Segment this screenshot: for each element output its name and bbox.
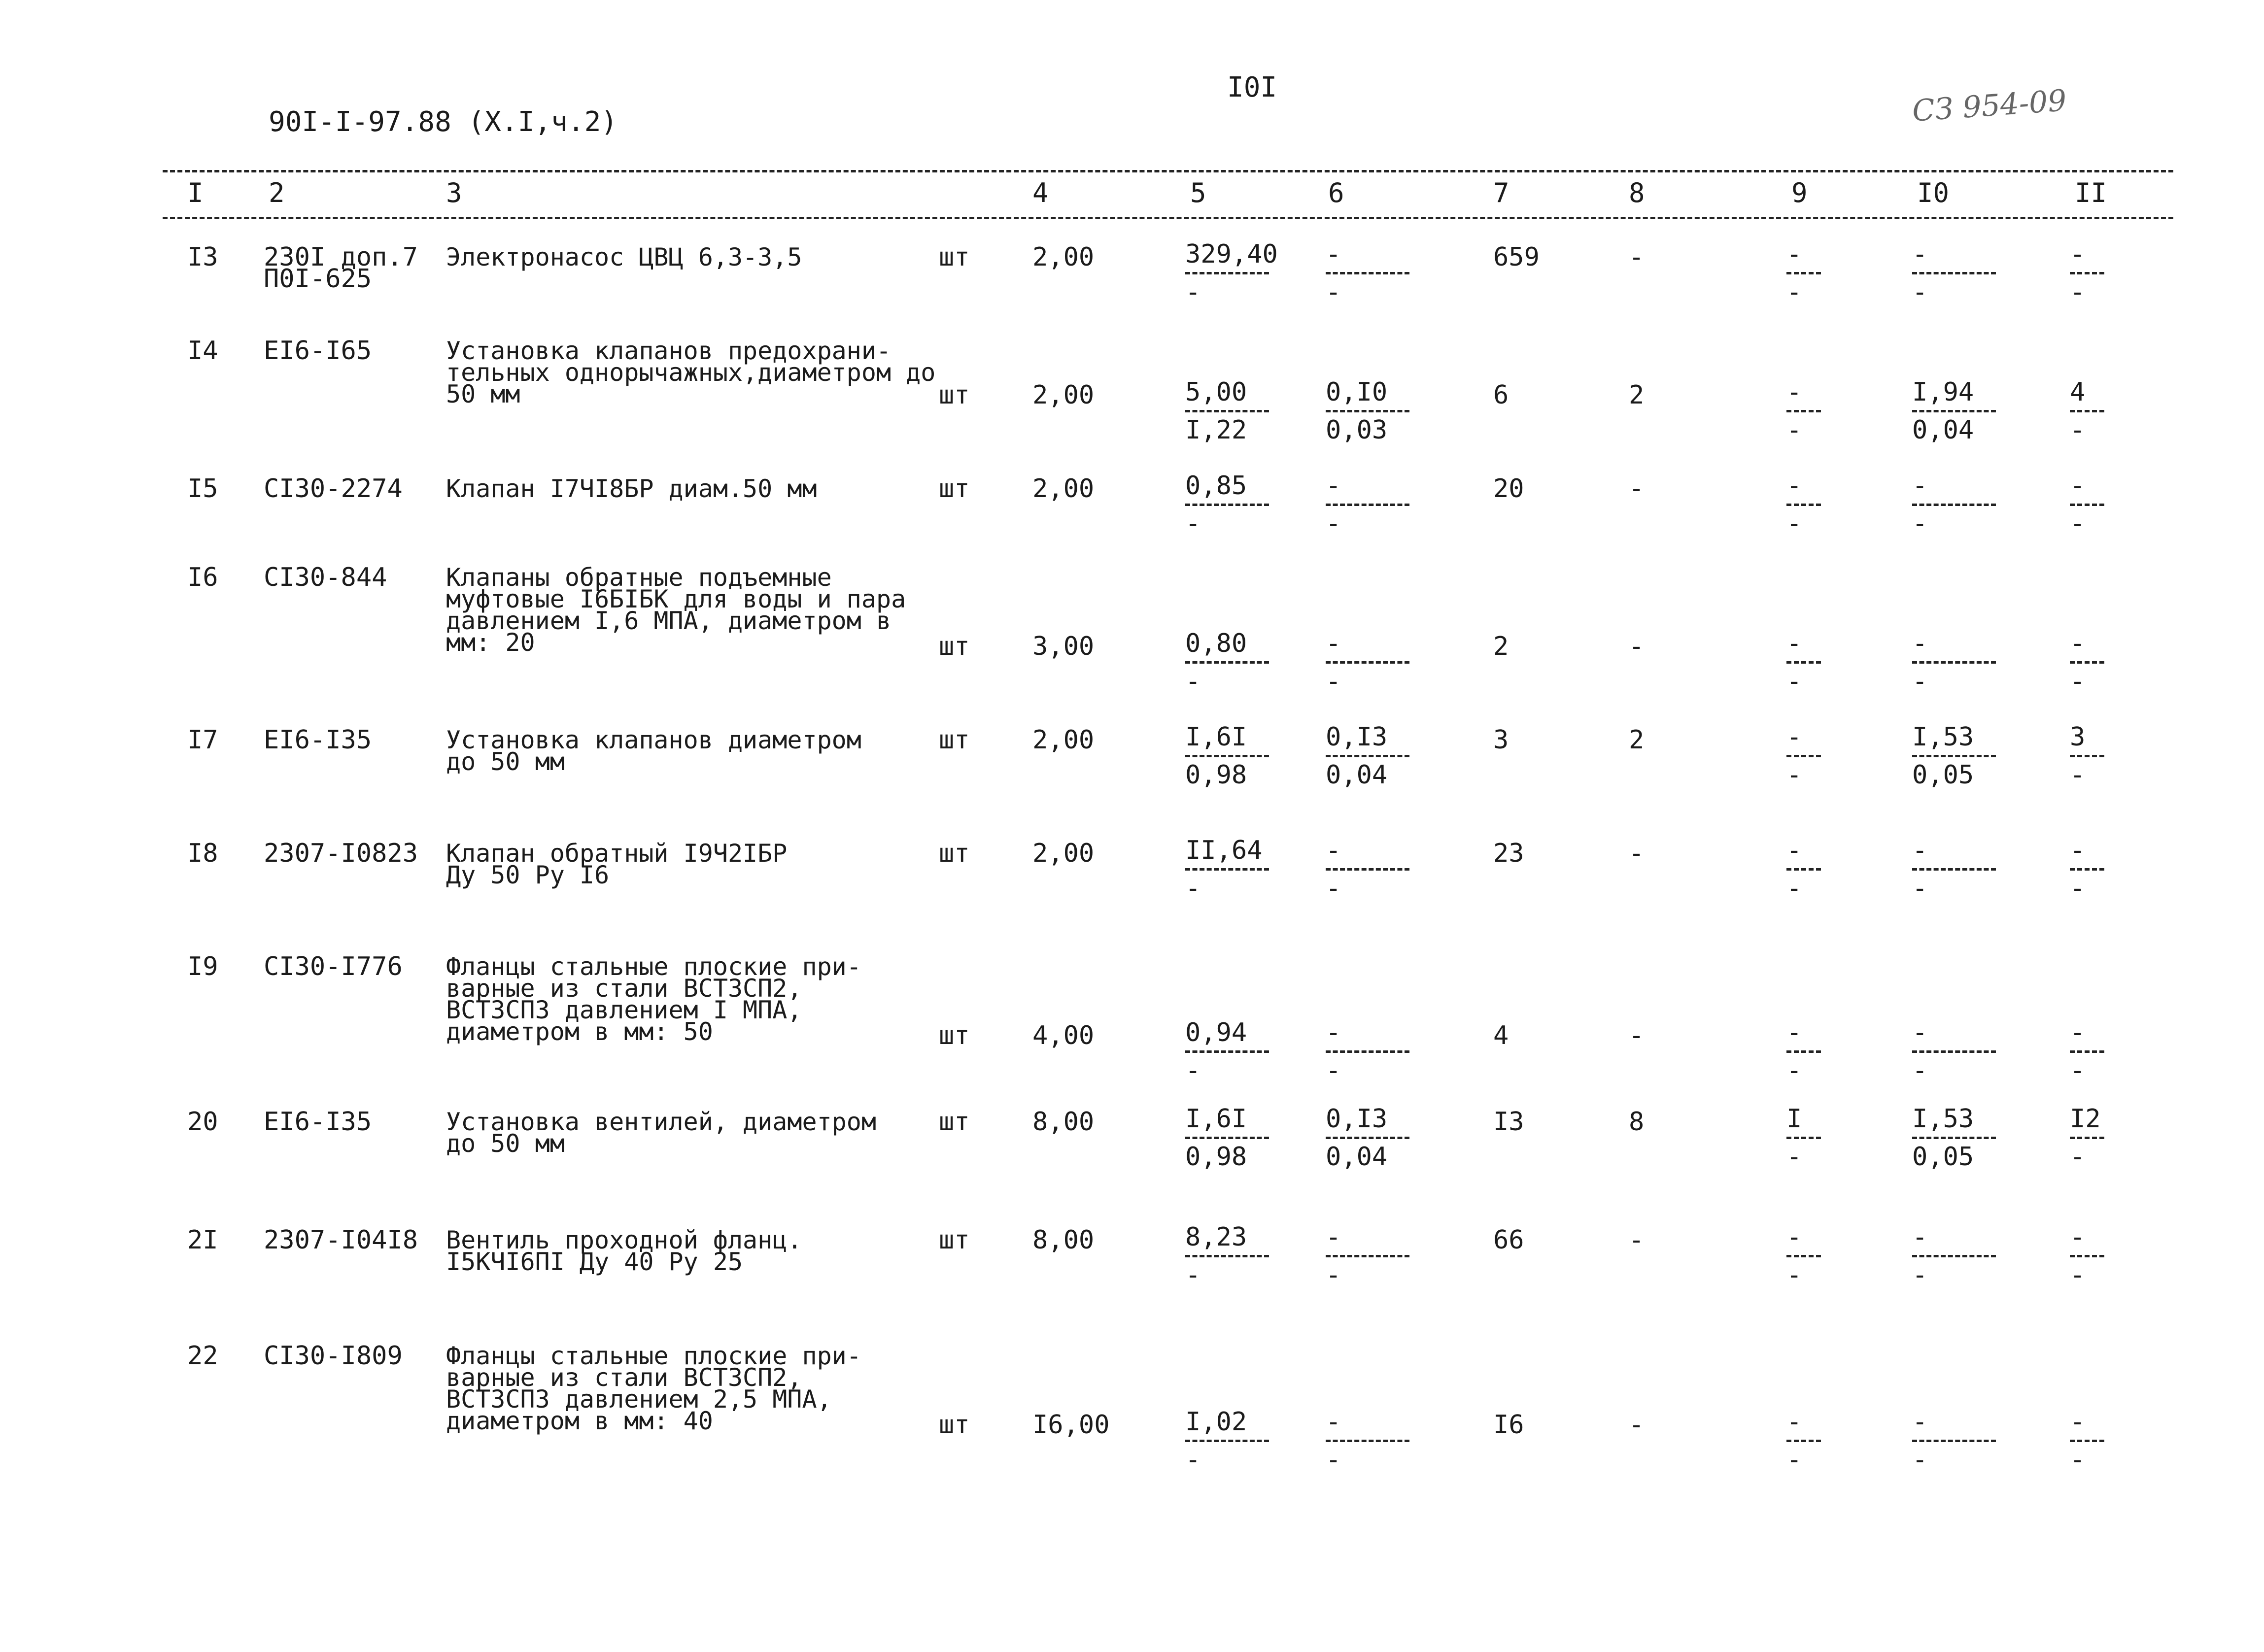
col5-top-value: II,64 [1185,836,1263,865]
col10-fraction-bar [1912,868,1996,871]
col7-value: I3 [1493,1107,1524,1137]
col5-fraction [1185,239,1294,307]
col11-bottom-value: - [2070,1142,2086,1172]
col5-bottom-value: - [1185,277,1201,307]
col6-fraction-bar [1326,868,1409,871]
col7-value: 66 [1493,1225,1524,1255]
col6-bottom-value: - [1326,509,1341,539]
col6-bottom-value: - [1326,277,1341,307]
col7-value: 23 [1493,839,1524,868]
col9-fraction [1786,1018,1895,1085]
col11-bottom-value: - [2070,874,2086,903]
col6-top-value: - [1326,1222,1341,1252]
col7-value: 659 [1493,242,1540,272]
description-cell: Клапан I7ЧI8БР диам.50 мм [446,474,817,503]
description-cell: Клапан обратный I9Ч2IБР Ду 50 Ру I6 [446,839,788,889]
col6-bottom-value: 0,03 [1326,415,1388,445]
col11-bottom-value: - [2070,509,2086,539]
col10-bottom-value: - [1912,1445,1928,1475]
col9-fraction-bar [1786,1440,1821,1442]
col6-fraction [1326,629,1434,696]
col5-top-value: 0,94 [1185,1018,1247,1047]
code-cell: CI30-2274 [264,474,403,504]
col5-fraction [1185,629,1294,696]
col9-fraction-bar [1786,868,1821,871]
col11-top-value: - [2070,836,2086,865]
col8-value: 2 [1629,725,1645,755]
col10-bottom-value: - [1912,667,1928,696]
col8-value: - [1629,632,1645,661]
col11-fraction-bar [2070,1050,2104,1053]
col10-top-value: - [1912,1018,1928,1047]
header-rule-bottom [163,217,2173,219]
col6-fraction-bar [1326,1050,1409,1053]
col6-top-value: 0,I3 [1326,1104,1388,1134]
header-rule-top [163,170,2173,172]
col9-top-value: - [1786,836,1802,865]
col11-top-value: - [2070,1018,2086,1047]
col10-top-value: I,94 [1912,377,1974,407]
col7-value: 6 [1493,380,1509,410]
handwritten-stamp: СЗ 954-09 [1911,83,2068,129]
col10-top-value: I,53 [1912,1104,1974,1134]
col5-fraction [1185,722,1294,790]
column-number: 4 [1032,177,1049,208]
quantity-cell: 3,00 [1032,632,1095,661]
row-number: I6 [187,563,218,592]
col5-fraction-bar [1185,755,1269,757]
col7-value: 4 [1493,1021,1509,1050]
col10-fraction-bar [1912,504,1996,506]
col9-bottom-value: - [1786,277,1802,307]
col6-bottom-value: 0,04 [1326,1142,1388,1172]
col10-fraction-bar [1912,272,1996,274]
col11-fraction-bar [2070,1137,2104,1139]
col11-top-value: - [2070,1407,2086,1437]
unit-cell: шт [939,242,970,272]
col6-top-value: - [1326,1018,1341,1047]
col10-bottom-value: 0,05 [1912,760,1974,790]
col9-bottom-value: - [1786,760,1802,790]
col5-fraction-bar [1185,504,1269,506]
column-number: 8 [1629,177,1645,208]
col11-top-value: 4 [2070,377,2086,407]
code-cell: EI6-I35 [264,725,372,755]
col8-value: - [1629,1021,1645,1050]
col5-bottom-value: I,22 [1185,415,1247,445]
col6-top-value: 0,I3 [1326,722,1388,752]
col10-bottom-value: - [1912,509,1928,539]
row-number: 22 [187,1341,218,1371]
col11-bottom-value: - [2070,277,2086,307]
col5-fraction [1185,377,1294,445]
col7-value: 20 [1493,474,1524,504]
col6-bottom-value: - [1326,667,1341,696]
col10-bottom-value: - [1912,874,1928,903]
col9-top-value: - [1786,377,1802,407]
col5-bottom-value: 0,98 [1185,1142,1247,1172]
col11-bottom-value: - [2070,760,2086,790]
col10-fraction-bar [1912,755,1996,757]
code-cell: CI30-I809 [264,1341,403,1371]
col11-fraction [2070,629,2178,696]
column-number: I0 [1917,177,1950,208]
col5-fraction-bar [1185,1440,1269,1442]
col7-value: 2 [1493,632,1509,661]
col11-top-value: - [2070,1222,2086,1252]
col9-top-value: - [1786,471,1802,501]
col11-fraction [2070,1222,2178,1290]
quantity-cell: 4,00 [1032,1021,1095,1050]
col5-bottom-value: - [1185,509,1201,539]
code-cell: 2307-I04I8 [264,1225,418,1255]
col5-top-value: 0,85 [1185,471,1247,501]
col11-fraction [2070,836,2178,903]
col10-top-value: - [1912,471,1928,501]
col6-bottom-value: - [1326,1260,1341,1290]
col11-fraction [2070,722,2178,790]
column-number: 2 [269,177,285,208]
col11-fraction [2070,1018,2178,1085]
quantity-cell: 2,00 [1032,380,1095,410]
unit-cell: шт [939,1410,970,1440]
col8-value: - [1629,474,1645,504]
col6-bottom-value: 0,04 [1326,760,1388,790]
col10-top-value: I,53 [1912,722,1974,752]
col6-fraction-bar [1326,1137,1409,1139]
col6-top-value: - [1326,471,1341,501]
col10-top-value: - [1912,629,1928,658]
quantity-cell: 2,00 [1032,474,1095,504]
code-cell: 230I доп.7 П0I-625 [264,242,418,294]
col10-fraction [1912,1222,2021,1290]
unit-cell: шт [939,474,970,504]
col5-fraction [1185,1222,1294,1290]
col5-bottom-value: - [1185,1445,1201,1475]
column-number: 3 [446,177,462,208]
col9-bottom-value: - [1786,1056,1802,1085]
col6-fraction [1326,377,1434,445]
col8-value: 2 [1629,380,1645,410]
col9-fraction-bar [1786,1137,1821,1139]
col6-fraction [1326,1222,1434,1290]
col9-top-value: - [1786,239,1802,269]
col5-top-value: I,6I [1185,722,1247,752]
col11-bottom-value: - [2070,1260,2086,1290]
col10-bottom-value: - [1912,1260,1928,1290]
column-number: 6 [1328,177,1344,208]
row-number: I3 [187,242,218,272]
col7-value: I6 [1493,1410,1524,1440]
description-cell: Клапаны обратные подъемные муфтовые I6БIБК для воды и пара давлением I,6 МПА, диаметром в мм: 20 [446,563,906,657]
col6-top-value: - [1326,1407,1341,1437]
col6-fraction-bar [1326,272,1409,274]
col5-bottom-value: - [1185,1056,1201,1085]
col9-fraction [1786,377,1895,445]
col10-fraction [1912,471,2021,539]
col9-bottom-value: - [1786,509,1802,539]
col11-fraction [2070,377,2178,445]
col11-fraction-bar [2070,410,2104,412]
code-cell: 2307-I0823 [264,839,418,868]
description-cell: Фланцы стальные плоские при- варные из стали ВСТ3СП2, ВСТ3СП3 давлением 2,5 МПА, диаметром в мм: 40 [446,1342,861,1435]
column-number: 5 [1190,177,1206,208]
col9-top-value: I [1786,1104,1802,1134]
row-number: I5 [187,474,218,504]
col10-fraction-bar [1912,410,1996,412]
code-cell: CI30-844 [264,563,387,592]
col5-top-value: 5,00 [1185,377,1247,407]
col11-fraction [2070,239,2178,307]
col11-top-value: - [2070,239,2086,269]
col10-top-value: - [1912,1407,1928,1437]
col5-bottom-value: - [1185,667,1201,696]
col11-fraction [2070,471,2178,539]
col10-fraction [1912,239,2021,307]
col10-fraction-bar [1912,1050,1996,1053]
col9-fraction-bar [1786,755,1821,757]
col10-fraction [1912,1407,2021,1475]
col9-bottom-value: - [1786,1260,1802,1290]
unit-cell: шт [939,632,970,661]
col10-top-value: - [1912,239,1928,269]
col11-bottom-value: - [2070,415,2086,445]
col6-fraction [1326,239,1434,307]
col8-value: 8 [1629,1107,1645,1137]
col10-fraction [1912,836,2021,903]
col10-bottom-value: 0,05 [1912,1142,1974,1172]
col9-fraction [1786,1104,1895,1172]
document-code: 90I-I-97.88 (X.I,ч.2) [269,106,618,138]
col11-top-value: - [2070,629,2086,658]
col10-fraction-bar [1912,1440,1996,1442]
col10-fraction [1912,377,2021,445]
col5-fraction [1185,836,1294,903]
col6-fraction [1326,471,1434,539]
col9-fraction-bar [1786,410,1821,412]
col7-value: 3 [1493,725,1509,755]
col10-fraction-bar [1912,1255,1996,1257]
row-number: 20 [187,1107,218,1137]
quantity-cell: 8,00 [1032,1107,1095,1137]
col9-fraction [1786,1222,1895,1290]
col6-fraction-bar [1326,661,1409,664]
col5-bottom-value: - [1185,874,1201,903]
col10-bottom-value: - [1912,277,1928,307]
col5-bottom-value: - [1185,1260,1201,1290]
col11-fraction-bar [2070,1255,2104,1257]
description-cell: Вентиль проходной фланц. I5КЧI6ПI Ду 40 Ру 25 [446,1226,802,1276]
description-cell: Фланцы стальные плоские при- варные из стали ВСТ3СП2, ВСТ3СП3 давлением I МПА, диаметром в мм: 50 [446,952,861,1046]
col5-bottom-value: 0,98 [1185,760,1247,790]
col5-fraction-bar [1185,1137,1269,1139]
quantity-cell: 2,00 [1032,242,1095,272]
col6-bottom-value: - [1326,1056,1341,1085]
col6-top-value: - [1326,836,1341,865]
col9-bottom-value: - [1786,415,1802,445]
col11-fraction [2070,1104,2178,1172]
col6-bottom-value: - [1326,1445,1341,1475]
col10-top-value: - [1912,836,1928,865]
unit-cell: шт [939,725,970,755]
col5-fraction-bar [1185,868,1269,871]
col10-fraction [1912,629,2021,696]
col6-top-value: - [1326,629,1341,658]
col9-fraction-bar [1786,504,1821,506]
code-cell: EI6-I35 [264,1107,372,1137]
col5-top-value: I,02 [1185,1407,1247,1437]
col10-bottom-value: - [1912,1056,1928,1085]
col6-fraction-bar [1326,1440,1409,1442]
col10-fraction [1912,1104,2021,1172]
col6-fraction [1326,722,1434,790]
column-number: 9 [1791,177,1808,208]
col9-fraction-bar [1786,272,1821,274]
col9-top-value: - [1786,629,1802,658]
col9-top-value: - [1786,1222,1802,1252]
col5-top-value: 0,80 [1185,629,1247,658]
col9-fraction [1786,629,1895,696]
col9-top-value: - [1786,722,1802,752]
col6-fraction [1326,1018,1434,1085]
col11-fraction-bar [2070,1440,2104,1442]
quantity-cell: 2,00 [1032,839,1095,868]
col5-fraction [1185,1018,1294,1085]
description-cell: Установка вентилей, диаметром до 50 мм [446,1108,876,1158]
col9-fraction-bar [1786,661,1821,664]
col6-top-value: - [1326,239,1341,269]
col9-fraction [1786,239,1895,307]
col11-fraction-bar [2070,868,2104,871]
col6-fraction-bar [1326,410,1409,412]
description-cell: Установка клапанов диаметром до 50 мм [446,726,861,776]
code-cell: CI30-I776 [264,952,403,981]
col6-fraction [1326,836,1434,903]
quantity-cell: 2,00 [1032,725,1095,755]
col9-fraction [1786,722,1895,790]
col5-fraction-bar [1185,661,1269,664]
col11-top-value: 3 [2070,722,2086,752]
col11-bottom-value: - [2070,667,2086,696]
page-number: I0I [1227,71,1277,103]
col10-fraction-bar [1912,661,1996,664]
row-number: I4 [187,336,218,366]
col11-fraction-bar [2070,755,2104,757]
col10-fraction-bar [1912,1137,1996,1139]
col9-fraction [1786,836,1895,903]
col5-fraction-bar [1185,1050,1269,1053]
col9-bottom-value: - [1786,874,1802,903]
col6-top-value: 0,I0 [1326,377,1388,407]
row-number: I8 [187,839,218,868]
row-number: 2I [187,1225,218,1255]
col11-fraction-bar [2070,504,2104,506]
code-cell: EI6-I65 [264,336,372,366]
description-cell: Электронасос ЦВЦ 6,3-3,5 [446,243,802,271]
col5-fraction-bar [1185,272,1269,274]
col8-value: - [1629,242,1645,272]
col6-fraction-bar [1326,504,1409,506]
col9-bottom-value: - [1786,1445,1802,1475]
col11-bottom-value: - [2070,1445,2086,1475]
col5-top-value: 8,23 [1185,1222,1247,1252]
col9-bottom-value: - [1786,1142,1802,1172]
column-number: 7 [1493,177,1509,208]
col6-fraction [1326,1104,1434,1172]
col8-value: - [1629,1410,1645,1440]
col11-fraction-bar [2070,272,2104,274]
col5-fraction-bar [1185,1255,1269,1257]
col11-top-value: I2 [2070,1104,2101,1134]
col9-fraction-bar [1786,1255,1821,1257]
column-number: II [2075,177,2107,208]
col9-bottom-value: - [1786,667,1802,696]
col5-top-value: 329,40 [1185,239,1278,269]
col5-fraction-bar [1185,410,1269,412]
col9-fraction-bar [1786,1050,1821,1053]
col6-fraction-bar [1326,755,1409,757]
col11-fraction-bar [2070,661,2104,664]
col8-value: - [1629,1225,1645,1255]
col10-fraction [1912,1018,2021,1085]
col6-bottom-value: - [1326,874,1341,903]
unit-cell: шт [939,380,970,410]
col11-bottom-value: - [2070,1056,2086,1085]
col6-fraction-bar [1326,1255,1409,1257]
row-number: I9 [187,952,218,981]
col11-top-value: - [2070,471,2086,501]
col10-bottom-value: 0,04 [1912,415,1974,445]
col9-top-value: - [1786,1018,1802,1047]
description-cell: Установка клапанов предохрани- тельных однорычажных,диаметром до 50 мм [446,337,936,408]
column-number: I [187,177,204,208]
col9-top-value: - [1786,1407,1802,1437]
quantity-cell: 8,00 [1032,1225,1095,1255]
unit-cell: шт [939,1107,970,1137]
col9-fraction [1786,471,1895,539]
col5-top-value: I,6I [1185,1104,1247,1134]
col10-fraction [1912,722,2021,790]
col6-fraction [1326,1407,1434,1475]
col8-value: - [1629,839,1645,868]
col10-top-value: - [1912,1222,1928,1252]
col5-fraction [1185,1104,1294,1172]
col11-fraction [2070,1407,2178,1475]
col5-fraction [1185,471,1294,539]
row-number: I7 [187,725,218,755]
unit-cell: шт [939,1225,970,1255]
col5-fraction [1185,1407,1294,1475]
unit-cell: шт [939,1021,970,1050]
col9-fraction [1786,1407,1895,1475]
quantity-cell: I6,00 [1032,1410,1110,1440]
unit-cell: шт [939,839,970,868]
